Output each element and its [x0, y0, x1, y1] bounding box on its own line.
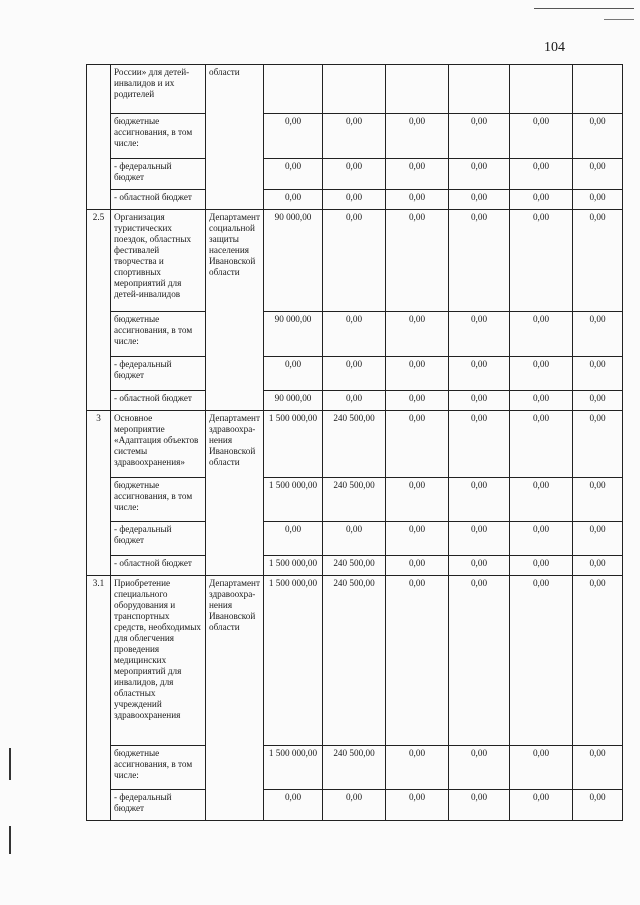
value-cell: 0,00	[386, 522, 449, 556]
value-cell: 0,00	[510, 522, 573, 556]
value-cell: 0,00	[573, 576, 623, 746]
value-cell: 0,00	[510, 790, 573, 821]
value-cell: 0,00	[386, 159, 449, 190]
value-cell: 0,00	[323, 190, 386, 210]
table-row	[87, 411, 623, 478]
value-cell: 0,00	[386, 114, 449, 159]
value-cell	[386, 65, 449, 114]
value-cell: 0,00	[386, 790, 449, 821]
value-cell: 0,00	[510, 746, 573, 790]
table-row	[87, 357, 623, 391]
event-name: Организация туристических поездок, областных фестивалей творчества и спортивных мероприятий для детей-инвалидов	[111, 210, 206, 312]
table-row	[87, 576, 623, 746]
value-cell: 1 500 000,00	[264, 556, 323, 576]
table-row	[87, 159, 623, 190]
value-cell: 0,00	[386, 190, 449, 210]
value-cell: 0,00	[573, 114, 623, 159]
value-cell: 0,00	[449, 159, 510, 190]
row-number: 3.1	[87, 576, 111, 821]
scan-edge-mark	[9, 826, 11, 854]
value-cell: 0,00	[323, 114, 386, 159]
value-cell: 0,00	[573, 478, 623, 522]
value-cell: 0,00	[386, 357, 449, 391]
event-name: - федеральный бюджет	[111, 790, 206, 821]
table-row	[87, 478, 623, 522]
value-cell: 90 000,00	[264, 312, 323, 357]
value-cell: 0,00	[573, 790, 623, 821]
value-cell: 0,00	[573, 746, 623, 790]
value-cell: 0,00	[510, 312, 573, 357]
value-cell: 0,00	[449, 210, 510, 312]
value-cell: 0,00	[510, 478, 573, 522]
value-cell: 0,00	[449, 190, 510, 210]
event-name: бюджетные ассигнования, в том числе:	[111, 478, 206, 522]
value-cell: 0,00	[449, 411, 510, 478]
value-cell: 0,00	[510, 114, 573, 159]
value-cell: 0,00	[323, 391, 386, 411]
value-cell: 0,00	[323, 210, 386, 312]
event-name: - федеральный бюджет	[111, 159, 206, 190]
value-cell: 240 500,00	[323, 576, 386, 746]
top-rule	[534, 8, 634, 9]
value-cell: 0,00	[510, 576, 573, 746]
value-cell: 0,00	[573, 210, 623, 312]
table-row	[87, 210, 623, 312]
row-number: 3	[87, 411, 111, 576]
event-name: Основное мероприятие «Адаптация объектов системы здравоохранения»	[111, 411, 206, 478]
value-cell: 0,00	[449, 114, 510, 159]
value-cell: 1 500 000,00	[264, 576, 323, 746]
value-cell: 1 500 000,00	[264, 746, 323, 790]
value-cell: 0,00	[449, 790, 510, 821]
value-cell: 90 000,00	[264, 210, 323, 312]
value-cell	[323, 65, 386, 114]
table-row	[87, 312, 623, 357]
table-row	[87, 190, 623, 210]
table-row	[87, 114, 623, 159]
value-cell: 0,00	[386, 391, 449, 411]
event-name: - областной бюджет	[111, 190, 206, 210]
table-row	[87, 556, 623, 576]
value-cell: 0,00	[264, 159, 323, 190]
value-cell: 0,00	[449, 391, 510, 411]
event-name: бюджетные ассигнования, в том числе:	[111, 114, 206, 159]
value-cell: 0,00	[386, 576, 449, 746]
event-name: - областной бюджет	[111, 391, 206, 411]
value-cell: 0,00	[386, 556, 449, 576]
event-name: Приобретение специального оборудования и транспортных средств, необходимых для облегчения проведения медицинских мероприятий для инвалидов, для областных учреждений здравоохранения	[111, 576, 206, 746]
department: Департамент здравоохра-нения Ивановской области	[206, 576, 264, 821]
value-cell: 0,00	[323, 790, 386, 821]
value-cell	[264, 65, 323, 114]
event-name: бюджетные ассигнования, в том числе:	[111, 746, 206, 790]
event-name: России» для детей-инвалидов и их родителей	[111, 65, 206, 114]
department: Департамент здравоохра-нения Ивановской области	[206, 411, 264, 576]
value-cell: 0,00	[323, 159, 386, 190]
value-cell	[449, 65, 510, 114]
page-number: 104	[544, 40, 565, 55]
value-cell: 0,00	[449, 522, 510, 556]
value-cell: 0,00	[386, 411, 449, 478]
value-cell: 0,00	[386, 210, 449, 312]
value-cell: 0,00	[449, 556, 510, 576]
value-cell: 0,00	[386, 312, 449, 357]
value-cell: 0,00	[510, 357, 573, 391]
event-name: - федеральный бюджет	[111, 522, 206, 556]
table-row	[87, 522, 623, 556]
value-cell: 0,00	[573, 391, 623, 411]
value-cell	[573, 65, 623, 114]
value-cell: 0,00	[573, 411, 623, 478]
value-cell: 0,00	[323, 312, 386, 357]
table-row	[87, 790, 623, 821]
value-cell: 0,00	[323, 357, 386, 391]
value-cell: 0,00	[573, 357, 623, 391]
department: области	[206, 65, 264, 210]
top-rule-short	[604, 19, 634, 20]
table-row	[87, 65, 623, 114]
value-cell: 0,00	[573, 522, 623, 556]
value-cell: 0,00	[510, 391, 573, 411]
value-cell: 0,00	[573, 556, 623, 576]
scan-edge-mark	[9, 748, 11, 780]
value-cell: 0,00	[264, 522, 323, 556]
value-cell: 0,00	[449, 478, 510, 522]
value-cell: 0,00	[573, 312, 623, 357]
event-name: - областной бюджет	[111, 556, 206, 576]
value-cell: 240 500,00	[323, 478, 386, 522]
value-cell: 0,00	[510, 556, 573, 576]
value-cell: 240 500,00	[323, 556, 386, 576]
budget-table	[86, 64, 623, 821]
value-cell: 1 500 000,00	[264, 478, 323, 522]
value-cell: 90 000,00	[264, 391, 323, 411]
value-cell: 0,00	[264, 790, 323, 821]
value-cell: 240 500,00	[323, 746, 386, 790]
table-row	[87, 391, 623, 411]
department: Департамент социальной защиты населения Ивановской области	[206, 210, 264, 411]
value-cell: 0,00	[264, 114, 323, 159]
event-name: бюджетные ассигнования, в том числе:	[111, 312, 206, 357]
row-number	[87, 65, 111, 210]
value-cell: 0,00	[573, 190, 623, 210]
value-cell: 240 500,00	[323, 411, 386, 478]
value-cell: 0,00	[510, 190, 573, 210]
value-cell: 0,00	[386, 746, 449, 790]
row-number: 2.5	[87, 210, 111, 411]
value-cell: 0,00	[573, 159, 623, 190]
value-cell	[510, 65, 573, 114]
value-cell: 0,00	[264, 190, 323, 210]
value-cell: 0,00	[449, 357, 510, 391]
value-cell: 0,00	[510, 411, 573, 478]
value-cell: 1 500 000,00	[264, 411, 323, 478]
table-row	[87, 746, 623, 790]
value-cell: 0,00	[510, 210, 573, 312]
event-name: - федеральный бюджет	[111, 357, 206, 391]
value-cell: 0,00	[449, 312, 510, 357]
value-cell: 0,00	[449, 746, 510, 790]
value-cell: 0,00	[264, 357, 323, 391]
value-cell: 0,00	[449, 576, 510, 746]
value-cell: 0,00	[323, 522, 386, 556]
value-cell: 0,00	[386, 478, 449, 522]
value-cell: 0,00	[510, 159, 573, 190]
